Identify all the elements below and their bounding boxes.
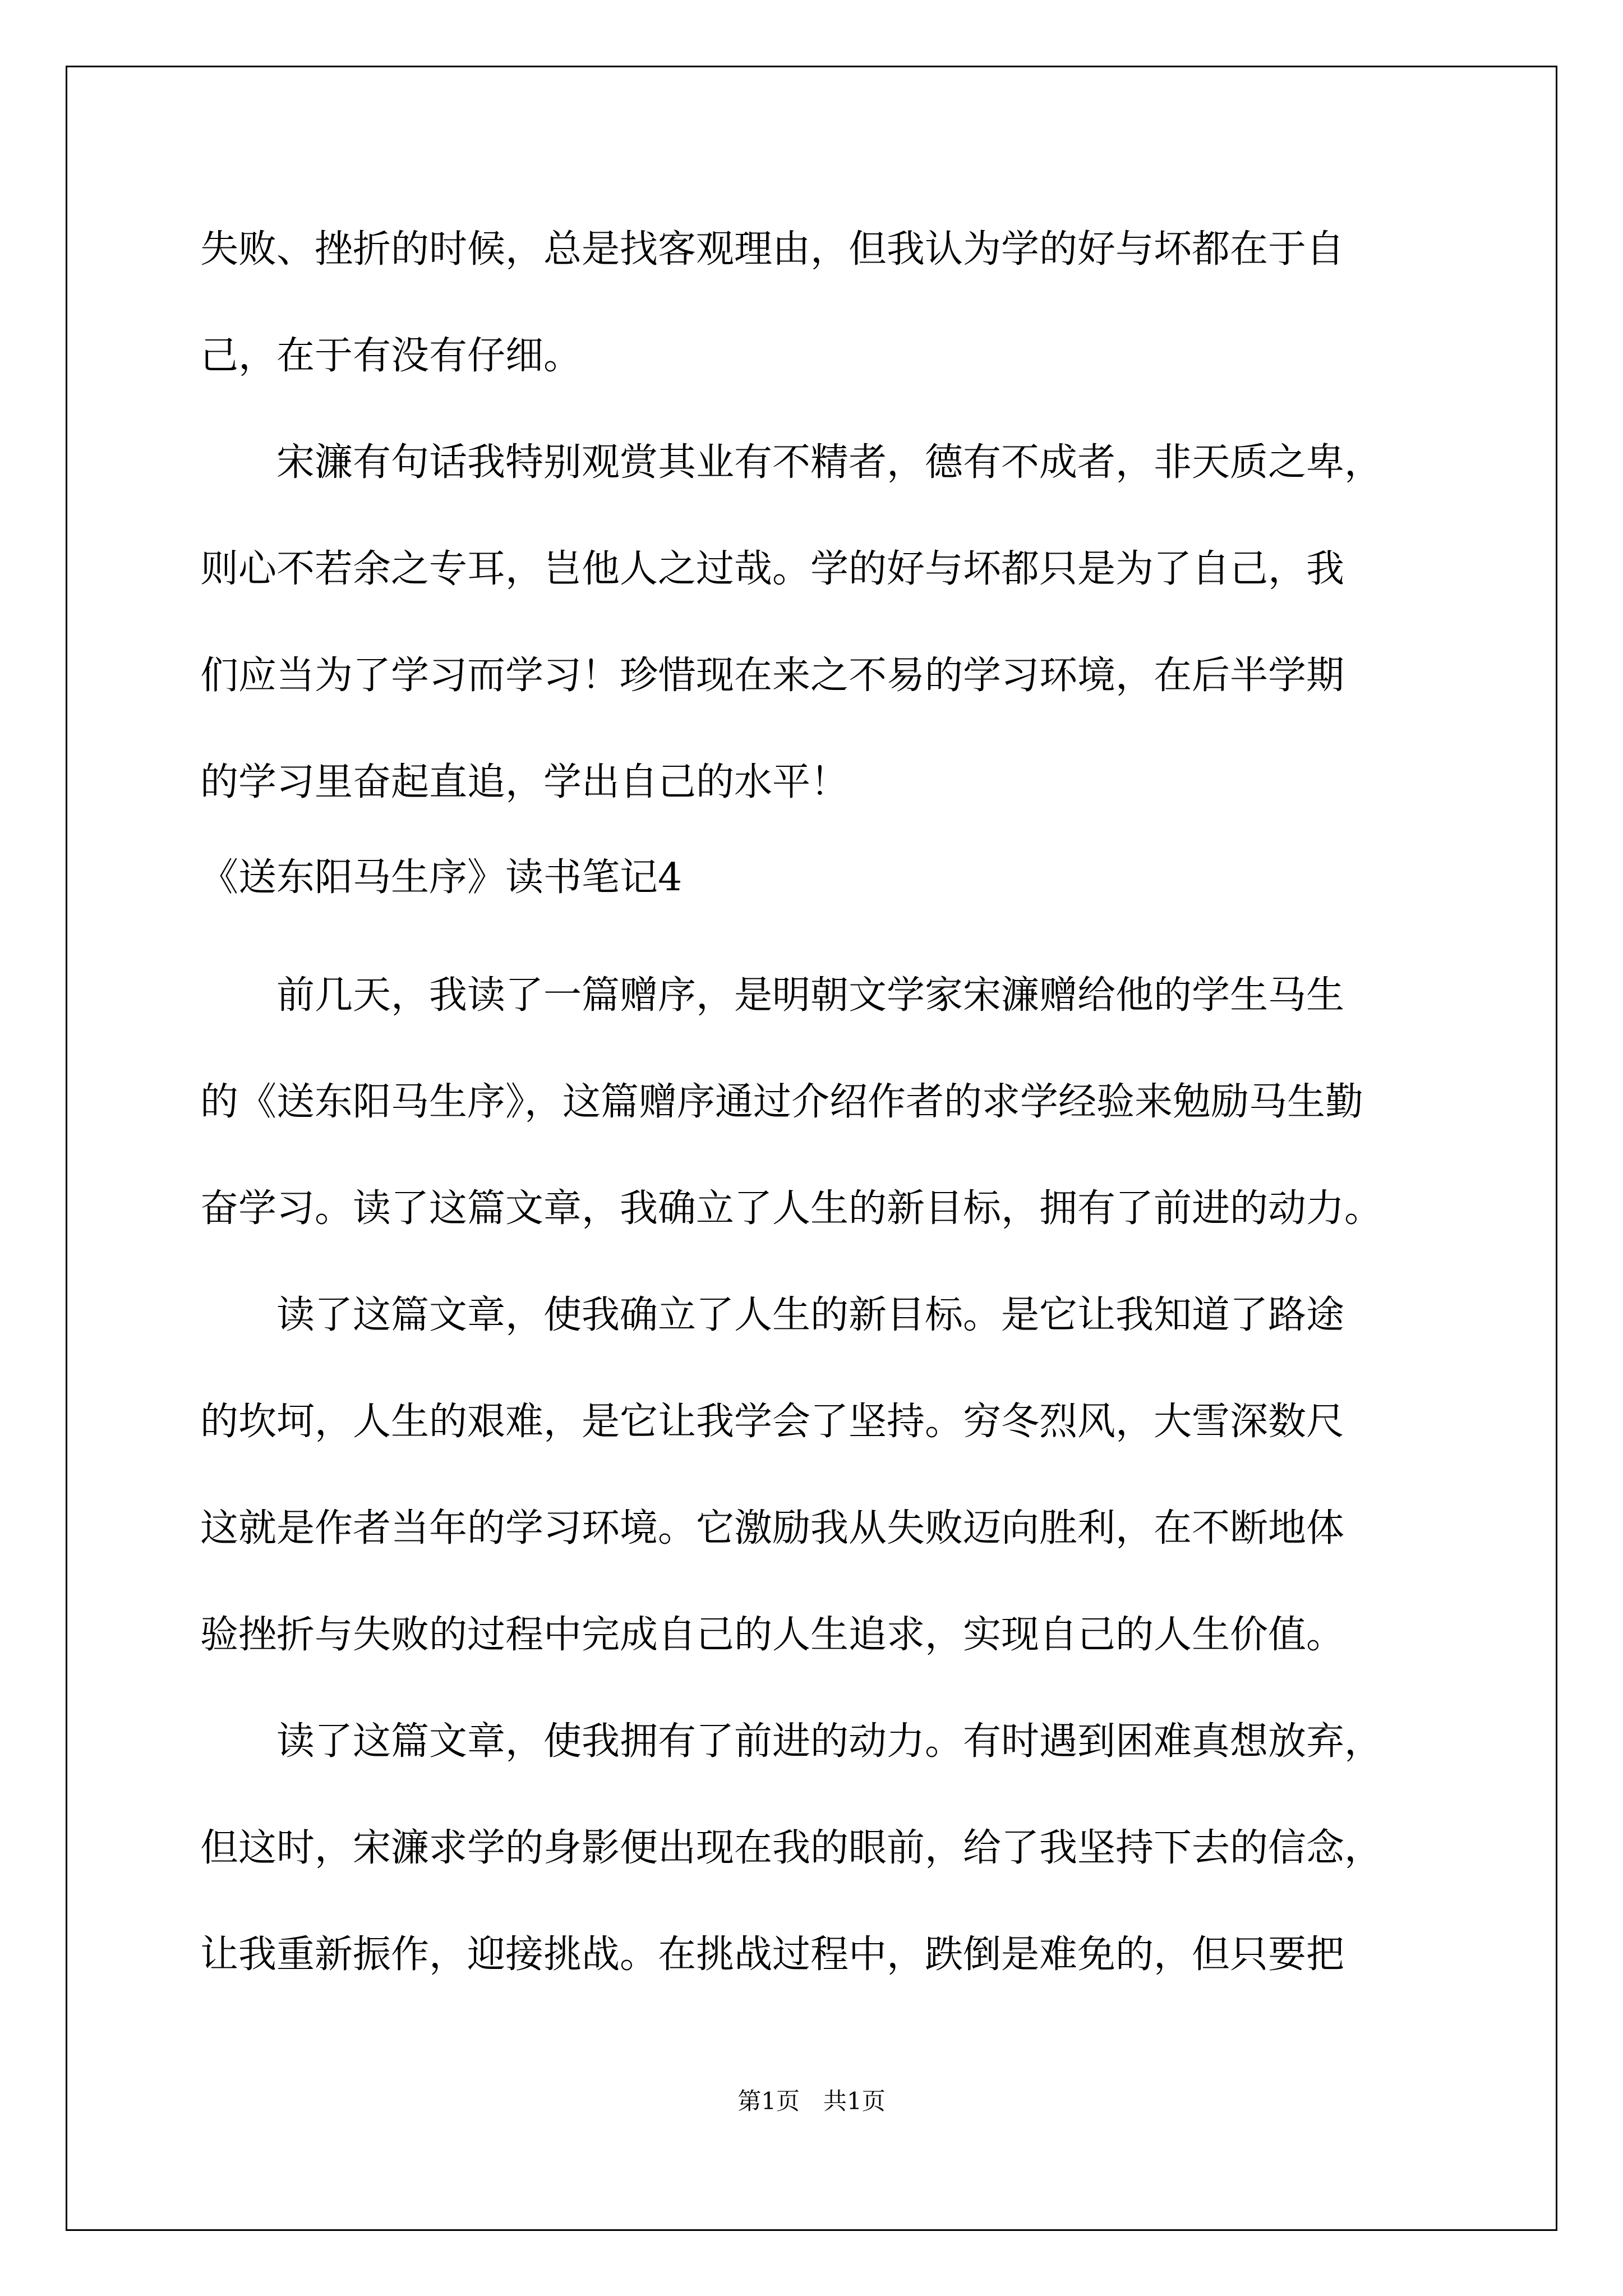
body-line: 的学习里奋起直追，学出自己的水平！ xyxy=(200,760,849,804)
body-line: 这就是作者当年的学习环境。它激励我从失败迈向胜利，在不断地体 xyxy=(200,1506,1345,1550)
page-border xyxy=(66,66,1557,2231)
body-line: 们应当为了学习而学习！珍惜现在来之不易的学习环境，在后半学期 xyxy=(200,654,1345,698)
body-line: 则心不若余之专耳，岂他人之过哉。学的好与坏都只是为了自己，我 xyxy=(200,547,1345,591)
body-line: 失败、挫折的时候，总是找客观理由，但我认为学的好与坏都在于自 xyxy=(200,227,1345,272)
body-line: 读了这篇文章，使我拥有了前进的动力。有时遇到困难真想放弃， xyxy=(200,1719,1383,1764)
body-line: 己，在于有没有仔细。 xyxy=(200,334,582,378)
body-line: 但这时，宋濂求学的身影便出现在我的眼前，给了我坚持下去的信念， xyxy=(200,1826,1383,1870)
body-line: 奋学习。读了这篇文章，我确立了人生的新目标，拥有了前进的动力。 xyxy=(200,1186,1383,1231)
body-line: 读了这篇文章，使我确立了人生的新目标。是它让我知道了路途 xyxy=(200,1293,1345,1337)
page-footer: 第1页 共1页 xyxy=(737,2087,886,2115)
body-line: 验挫折与失败的过程中完成自己的人生追求，实现自己的人生价值。 xyxy=(200,1613,1345,1657)
body-line: 前几天，我读了一篇赠序，是明朝文学家宋濂赠给他的学生马生 xyxy=(200,973,1345,1018)
body-line: 的《送东阳马生序》，这篇赠序通过介绍作者的求学经验来勉励马生勤 xyxy=(200,1080,1364,1124)
body-line: 的坎坷，人生的艰难，是它让我学会了坚持。穷冬烈风，大雪深数尺 xyxy=(200,1400,1345,1444)
body-line: 宋濂有句话我特别观赏其业有不精者，德有不成者，非天质之卑， xyxy=(200,440,1383,485)
body-line: 让我重新振作，迎接挑战。在挑战过程中，跌倒是难免的，但只要把 xyxy=(200,1932,1345,1977)
section-heading: 《送东阳马生序》读书笔记4 xyxy=(200,855,683,900)
